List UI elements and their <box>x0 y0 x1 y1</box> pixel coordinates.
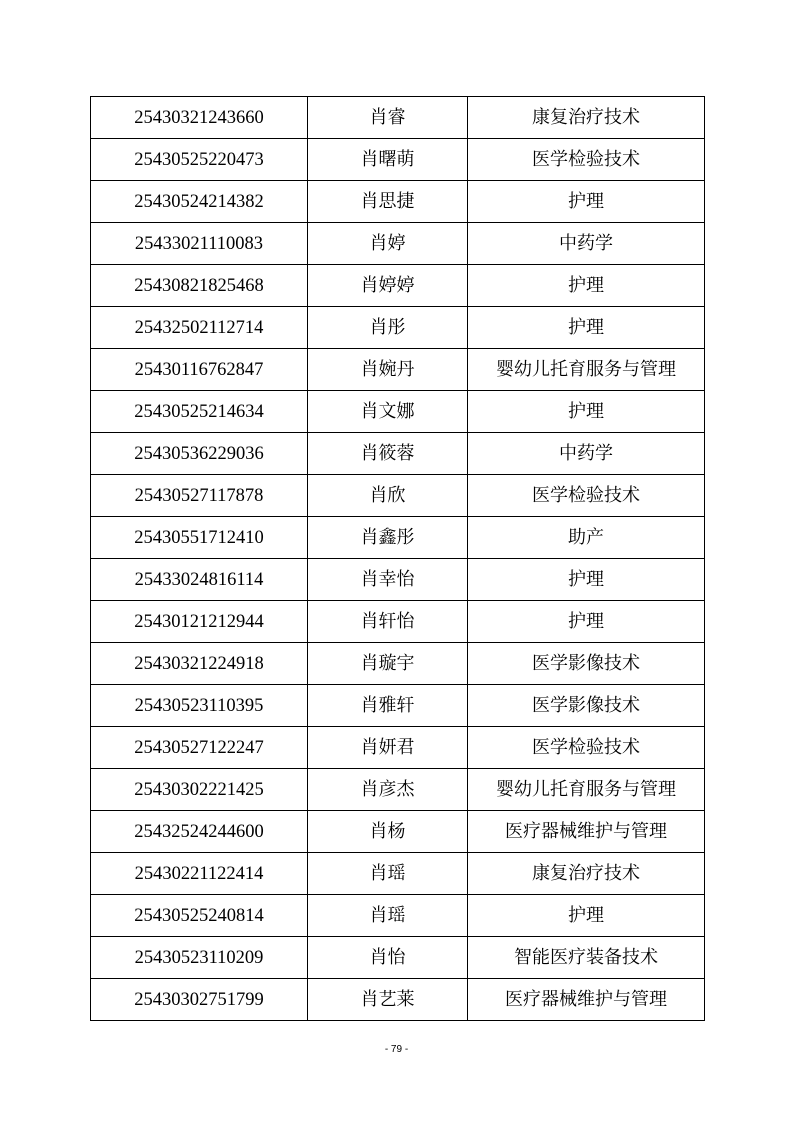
student-name-cell: 肖筱蓉 <box>308 433 468 475</box>
student-name-cell: 肖婷 <box>308 223 468 265</box>
table-row <box>91 769 705 811</box>
student-id-cell: 25430525220473 <box>91 139 308 181</box>
table-row <box>91 139 705 181</box>
student-name-cell: 肖杨 <box>308 811 468 853</box>
student-name-cell: 肖曙萌 <box>308 139 468 181</box>
table-row <box>91 727 705 769</box>
student-id-cell: 25430524214382 <box>91 181 308 223</box>
student-name-cell: 肖怡 <box>308 937 468 979</box>
major-cell: 护理 <box>468 307 705 349</box>
student-id-cell: 25433021110083 <box>91 223 308 265</box>
student-id-cell: 25430116762847 <box>91 349 308 391</box>
student-id-cell: 25430321243660 <box>91 97 308 139</box>
student-id-cell: 25430523110209 <box>91 937 308 979</box>
student-id-cell: 25430523110395 <box>91 685 308 727</box>
student-id-cell: 25430536229036 <box>91 433 308 475</box>
table-row <box>91 559 705 601</box>
major-cell: 婴幼儿托育服务与管理 <box>468 769 705 811</box>
student-name-cell: 肖雅轩 <box>308 685 468 727</box>
student-name-cell: 肖婷婷 <box>308 265 468 307</box>
table-row <box>91 475 705 517</box>
student-name-cell: 肖思捷 <box>308 181 468 223</box>
major-cell: 智能医疗装备技术 <box>468 937 705 979</box>
major-cell: 中药学 <box>468 433 705 475</box>
student-name-cell: 肖妍君 <box>308 727 468 769</box>
student-name-cell: 肖欣 <box>308 475 468 517</box>
student-id-cell: 25430321224918 <box>91 643 308 685</box>
major-cell: 医疗器械维护与管理 <box>468 811 705 853</box>
table-row <box>91 517 705 559</box>
major-cell: 医学影像技术 <box>468 685 705 727</box>
major-cell: 护理 <box>468 559 705 601</box>
student-name-cell: 肖婉丹 <box>308 349 468 391</box>
table-row <box>91 601 705 643</box>
roster-table <box>90 96 705 1021</box>
student-id-cell: 25432502112714 <box>91 307 308 349</box>
table-row <box>91 937 705 979</box>
table-row <box>91 181 705 223</box>
table-row <box>91 895 705 937</box>
table-row <box>91 391 705 433</box>
table-row <box>91 853 705 895</box>
table-row <box>91 265 705 307</box>
table-row <box>91 685 705 727</box>
major-cell: 康复治疗技术 <box>468 97 705 139</box>
student-name-cell: 肖彦杰 <box>308 769 468 811</box>
major-cell: 中药学 <box>468 223 705 265</box>
major-cell: 医疗器械维护与管理 <box>468 979 705 1021</box>
student-name-cell: 肖彤 <box>308 307 468 349</box>
major-cell: 护理 <box>468 601 705 643</box>
student-name-cell: 肖睿 <box>308 97 468 139</box>
major-cell: 护理 <box>468 895 705 937</box>
student-id-cell: 25432524244600 <box>91 811 308 853</box>
roster-body <box>91 97 705 1021</box>
major-cell: 助产 <box>468 517 705 559</box>
table-row <box>91 433 705 475</box>
student-name-cell: 肖幸怡 <box>308 559 468 601</box>
table-row <box>91 223 705 265</box>
student-id-cell: 25433024816114 <box>91 559 308 601</box>
major-cell: 医学检验技术 <box>468 475 705 517</box>
table-row <box>91 979 705 1021</box>
table-row <box>91 349 705 391</box>
major-cell: 婴幼儿托育服务与管理 <box>468 349 705 391</box>
student-id-cell: 25430525240814 <box>91 895 308 937</box>
student-name-cell: 肖璇宇 <box>308 643 468 685</box>
student-name-cell: 肖鑫彤 <box>308 517 468 559</box>
student-id-cell: 25430527122247 <box>91 727 308 769</box>
table-row <box>91 811 705 853</box>
table-row <box>91 307 705 349</box>
student-id-cell: 25430551712410 <box>91 517 308 559</box>
major-cell: 护理 <box>468 181 705 223</box>
major-cell: 护理 <box>468 265 705 307</box>
student-id-cell: 25430302221425 <box>91 769 308 811</box>
major-cell: 医学检验技术 <box>468 727 705 769</box>
page-number: - 79 - <box>384 1044 409 1055</box>
student-id-cell: 25430221122414 <box>91 853 308 895</box>
major-cell: 护理 <box>468 391 705 433</box>
table-row <box>91 643 705 685</box>
student-name-cell: 肖轩怡 <box>308 601 468 643</box>
student-id-cell: 25430525214634 <box>91 391 308 433</box>
student-id-cell: 25430527117878 <box>91 475 308 517</box>
student-id-cell: 25430302751799 <box>91 979 308 1021</box>
student-name-cell: 肖文娜 <box>308 391 468 433</box>
student-id-cell: 25430121212944 <box>91 601 308 643</box>
major-cell: 医学影像技术 <box>468 643 705 685</box>
student-id-cell: 25430821825468 <box>91 265 308 307</box>
student-name-cell: 肖瑶 <box>308 853 468 895</box>
table-row <box>91 97 705 139</box>
major-cell: 康复治疗技术 <box>468 853 705 895</box>
student-name-cell: 肖瑶 <box>308 895 468 937</box>
student-name-cell: 肖艺莱 <box>308 979 468 1021</box>
major-cell: 医学检验技术 <box>468 139 705 181</box>
